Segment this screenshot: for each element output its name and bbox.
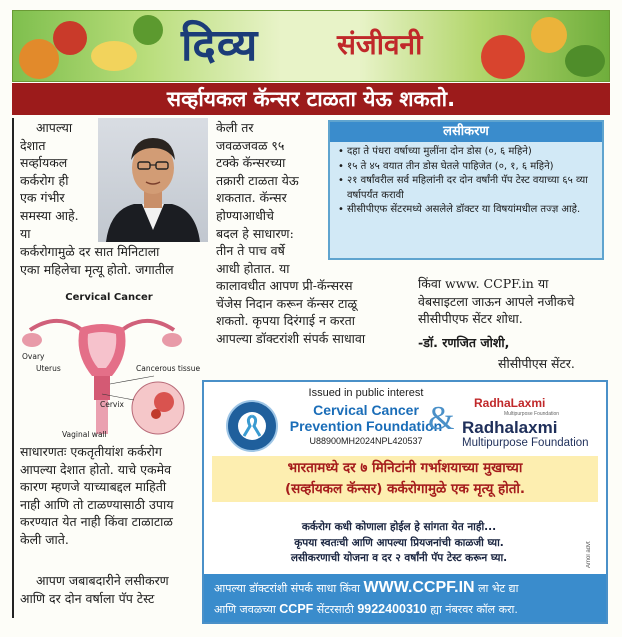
text-line: आपण जबाबदारीने लसीकरण: [36, 573, 169, 588]
radhalaxmi-subtitle: Multipurpose Foundation: [462, 437, 589, 449]
ad-message-line: कर्करोग कधी कोणाला होईल हे सांगता येत नाही...: [301, 521, 497, 533]
text-line: कारण म्हणजे याच्याबद्दल माहिती: [20, 479, 167, 495]
col2-text: [216, 119, 324, 277]
footer-text: आपल्या डॉक्टरांशी संपर्क साधा किंवा: [214, 582, 360, 595]
radhalaxmi-name: Radhalaxmi: [462, 418, 558, 437]
masthead-banner: [12, 10, 610, 82]
text-line: तीन ते पाच वर्षे: [216, 243, 285, 259]
text-line: शकतो. कृपया दिरंगाई न करता: [216, 313, 355, 329]
ccpf-name-line1: Cervical Cancer: [313, 402, 419, 418]
phone-number[interactable]: 9922400310: [357, 602, 427, 616]
text-line: आधी होतात. या: [216, 260, 290, 276]
text-line: कर्करोगामुळे दर सात मिनिटाला: [20, 244, 160, 259]
list-item: • दहा ते पंधरा वर्षाच्या मुलींना दोन डोस (०, ६ महिने): [338, 145, 596, 160]
ccpf-registration: U88900MH2024NPL420537: [309, 436, 423, 446]
ad-alert-line1: भारतामध्ये दर ७ मिनिटांनी गर्भाशयाच्या मुखाच्या: [287, 460, 523, 476]
ccpf-name: [284, 402, 448, 434]
ampersand: &: [428, 400, 455, 437]
label-ovary: Ovary: [22, 352, 45, 361]
label-cancerous-tissue: Cancerous tissue: [136, 364, 201, 373]
list-item: • सीसीपीएफ सेंटरमध्ये असलेले डॉक्टर या विषयांमधील तज्ज्ञ आहे.: [338, 203, 596, 218]
col1-intro: [20, 119, 96, 242]
text-line: एका महिलेचा मृत्यू होतो. जगातील: [20, 261, 174, 277]
text-line: तक्रारी टाळता येऊ: [216, 172, 299, 188]
left-border: [12, 118, 14, 618]
text-line: समस्या आहे.: [20, 207, 79, 223]
vegetable-decoration: [565, 45, 605, 77]
text-line: नाही आणि तो टाळण्यासाठी उपाय: [20, 496, 174, 512]
col2-text-wide: [216, 277, 412, 347]
col1-last: [20, 572, 202, 607]
apple-decoration: [481, 35, 525, 79]
ad-credit: Amol advt: [586, 541, 592, 568]
text-line: करण्यात येत नाही किंवा टाळाटाळ: [20, 514, 173, 530]
ribbon-icon: [238, 412, 266, 440]
text-line: आपल्या: [36, 120, 73, 135]
website-link[interactable]: WWW.CCPF.IN: [363, 579, 475, 596]
label-uterus: Uterus: [36, 364, 61, 373]
col3-text: [418, 275, 608, 328]
footer-text: ह्या नंबरवर कॉल करा.: [430, 603, 518, 616]
text-line: सीसीपीएफ सेंटर शोधा.: [418, 311, 523, 327]
ad-footer-line2: [214, 599, 596, 620]
tomato-decoration: [53, 21, 87, 55]
public-interest-ad: [202, 380, 608, 624]
cervical-cancer-diagram: [16, 292, 202, 440]
banner-subtitle: संजीवनी: [337, 28, 423, 61]
ad-alert-line2: (सर्व्हायकल कॅन्सर) कर्करोगामुळे एक मृत्यू होतो.: [284, 481, 526, 497]
ad-footer-line1: [214, 578, 596, 599]
ccpf-text: CCPF: [279, 602, 314, 616]
text-line: सर्व्हायकल: [20, 155, 68, 171]
ad-footer: [204, 574, 606, 622]
text-line: आपल्या देशात होतो. याचे एकमेव: [20, 461, 172, 477]
text-line: कर्करोग ही: [20, 172, 69, 188]
list-item: • १५ ते ४५ वयात तीन डोस घेतले पाहिजेत (०, १, ६ महिने): [338, 160, 596, 175]
text-line: आणि दर दोन वर्षाला पॅप टेस्ट: [20, 590, 155, 606]
banner-title: दिव्य: [181, 20, 259, 71]
ccpf-logo: [226, 400, 278, 452]
vaccination-box-title: लसीकरण: [330, 122, 602, 142]
vaccination-list: [330, 142, 602, 218]
text-line: टक्के कॅन्सरच्या: [216, 155, 286, 171]
article-headline: सर्व्हायकल कॅन्सर टाळता येऊ शकतो.: [12, 83, 610, 115]
label-vaginal-wall: Vaginal wall: [62, 430, 107, 439]
fruit-decoration: [531, 17, 567, 53]
text-line: किंवा www. CCPF.in या: [418, 276, 549, 291]
author-name: -डॉ. रणजित जोशी,: [418, 335, 510, 350]
text-line: चेंजेस निदान करून कॅन्सर टाळू: [216, 295, 358, 311]
text-line: कालावधीत आपण प्री-कॅन्सरस: [216, 278, 353, 293]
footer-text: ला भेट द्या: [478, 582, 519, 595]
text-line: केली जाते.: [20, 531, 69, 547]
list-item: • २१ वर्षांवरील सर्व महिलांनी दर दोन वर्षांनी पॅप टेस्ट वयाच्या ६५ व्या वर्षापर्यंत करावी: [338, 174, 596, 203]
ad-message-line: कृपया स्वतःची आणि आपल्या प्रियजनांची काळजी घ्या.: [294, 536, 504, 549]
text-line: शकतात. कॅन्सर: [216, 190, 287, 206]
ad-message: [214, 520, 584, 567]
text-line: होण्याआधीचे: [216, 207, 274, 223]
leaf-decoration: [133, 15, 163, 45]
radhalaxmi-logo-tagline: Multipurpose Foundation: [504, 411, 560, 417]
author-photo: [98, 118, 208, 242]
col1-continuation: [20, 243, 206, 278]
footer-text: सेंटरसाठी: [316, 603, 354, 616]
radhalaxmi-logo: RadhaLaxmi: [474, 396, 546, 410]
orange-decoration: [19, 39, 59, 79]
ad-alert: [212, 456, 598, 502]
text-line: जवळजवळ ९५: [216, 137, 285, 153]
vaccination-box: [328, 120, 604, 260]
footer-text: आणि जवळच्या: [214, 603, 276, 616]
ad-issued-text: Issued in public interest: [308, 387, 424, 399]
text-line: साधारणतः एकतृतीयांश कर्करोग: [20, 444, 162, 459]
col1-lower: [20, 443, 202, 549]
text-line: या: [20, 225, 31, 241]
text-line: देशात: [20, 137, 46, 153]
text-line: केली तर: [216, 120, 254, 135]
label-cervix: Cervix: [100, 400, 124, 409]
diagram-title: Cervical Cancer: [65, 292, 153, 303]
text-line: वेबसाइटला जाऊन आपले नजीकचे: [418, 293, 575, 309]
text-line: एक गंभीर: [20, 190, 65, 206]
ccpf-name-line2: Prevention Foundation: [289, 418, 443, 434]
lemon-decoration: [91, 41, 137, 71]
text-line: बदल हे साधारण:: [216, 225, 294, 241]
text-line: आपल्या डॉक्टरांशी संपर्क साधावा: [216, 330, 366, 346]
author-title: सीसीपीएस सेंटर.: [498, 356, 575, 371]
ad-message-line: लसीकरणाची योजना व दर २ वर्षांनी पॅप टेस्ट करून घ्या.: [290, 552, 508, 564]
